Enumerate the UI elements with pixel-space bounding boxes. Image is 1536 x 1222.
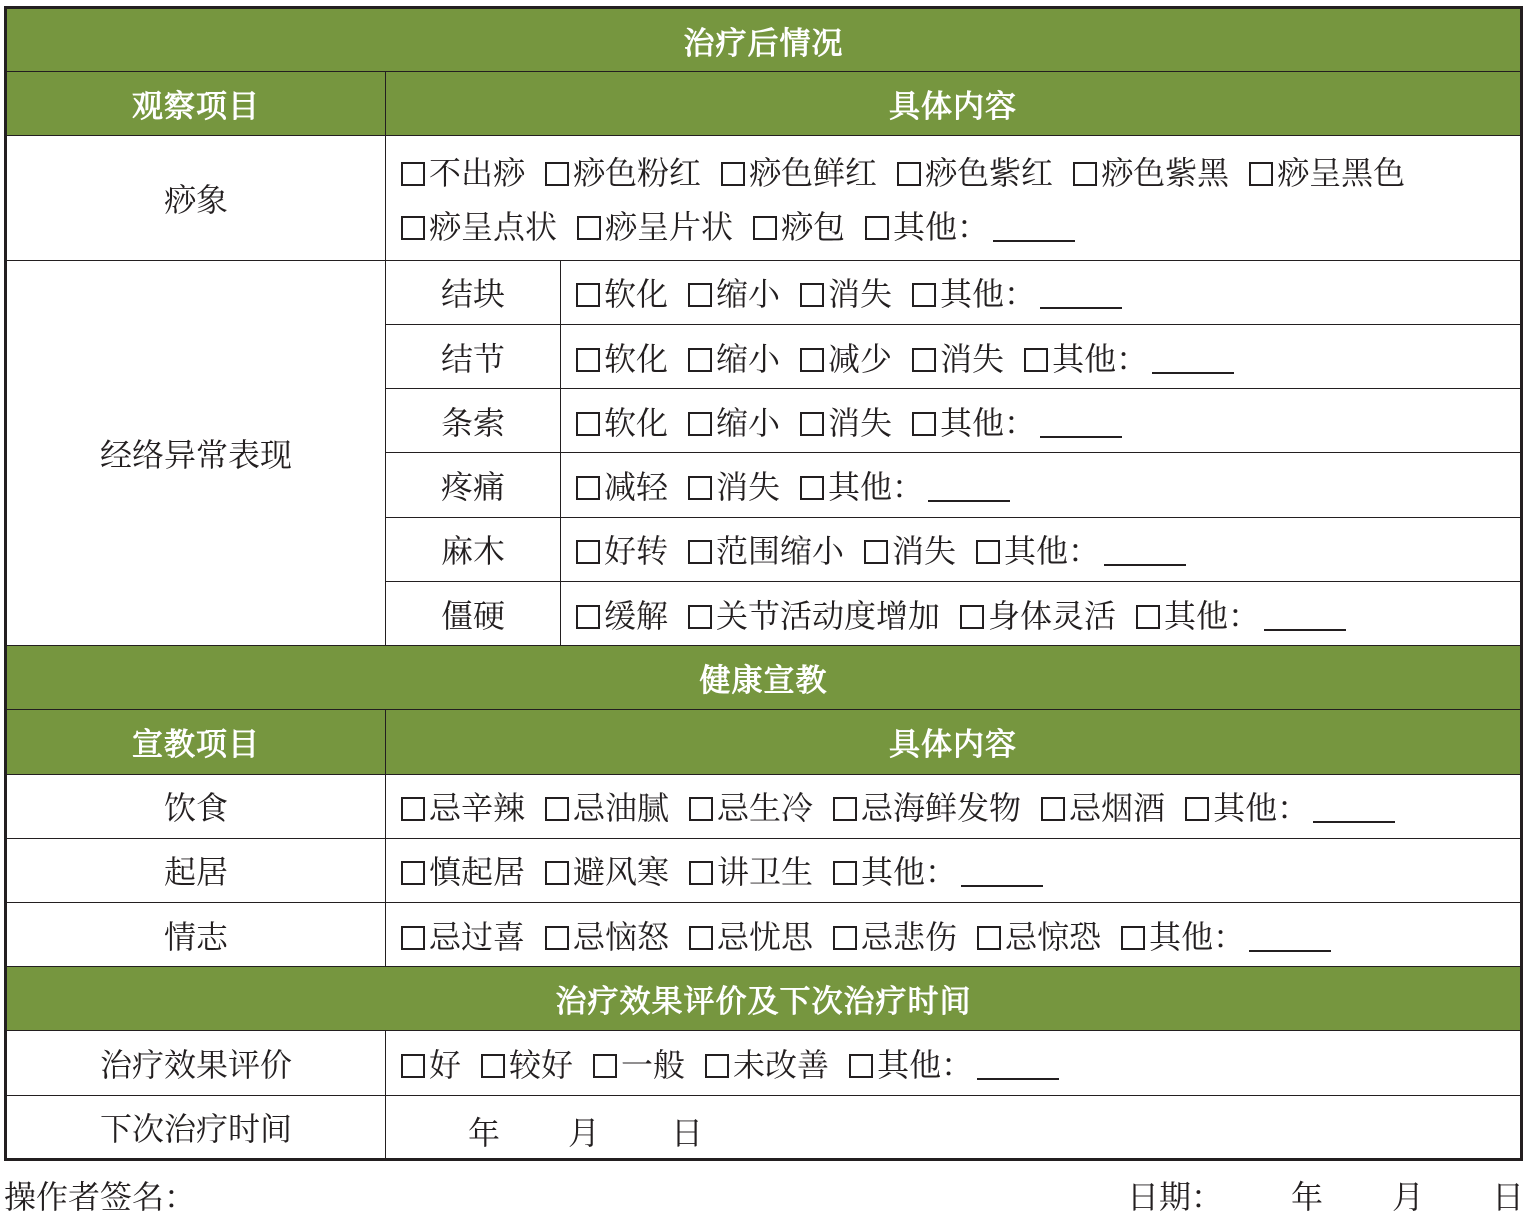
option-item[interactable] xyxy=(800,398,892,444)
option-label: 痧包 xyxy=(781,208,846,247)
sub-label-lump: 结块 xyxy=(386,260,561,324)
option-item[interactable] xyxy=(1024,334,1234,380)
other-blank-field[interactable] xyxy=(961,859,1043,887)
option-label: 忌恼怒 xyxy=(573,917,670,956)
option-item[interactable] xyxy=(576,462,668,508)
checkbox[interactable] xyxy=(576,605,600,629)
option-label: 消失 xyxy=(828,403,893,442)
option-label: 痧色紫红 xyxy=(925,154,1054,193)
option-label: 减少 xyxy=(828,339,893,378)
option-item[interactable] xyxy=(688,526,844,572)
option-item[interactable] xyxy=(688,591,940,637)
option-label: 软化 xyxy=(604,403,669,442)
options-emotion xyxy=(386,903,1522,967)
option-label: 痧呈点状 xyxy=(429,208,558,247)
option-item[interactable] xyxy=(897,146,1053,200)
checkbox[interactable] xyxy=(401,926,425,950)
option-item[interactable] xyxy=(1136,591,1346,637)
option-item[interactable] xyxy=(576,526,668,572)
checkbox[interactable] xyxy=(1024,348,1048,372)
other-blank-field[interactable] xyxy=(977,1052,1059,1080)
option-item[interactable] xyxy=(912,269,1122,315)
checkbox[interactable] xyxy=(800,476,824,500)
option-label: 其他： xyxy=(877,1046,974,1085)
option-item[interactable] xyxy=(593,1040,685,1086)
sub-label-numbness: 麻木 xyxy=(386,517,561,581)
option-item[interactable] xyxy=(1249,146,1405,200)
option-item[interactable] xyxy=(576,591,668,637)
option-item[interactable] xyxy=(688,462,780,508)
form-footer xyxy=(4,1168,1523,1218)
row-label-emotion: 情志 xyxy=(6,903,386,967)
option-label: 较好 xyxy=(509,1046,574,1085)
checkbox[interactable] xyxy=(577,216,601,240)
option-item[interactable] xyxy=(977,912,1101,958)
checkbox[interactable] xyxy=(576,412,600,436)
checkbox[interactable] xyxy=(1185,797,1209,821)
option-label: 痧色粉红 xyxy=(573,154,702,193)
option-item[interactable] xyxy=(401,783,525,829)
after-treatment-form xyxy=(4,6,1523,1161)
checkbox[interactable] xyxy=(593,1054,617,1078)
option-item[interactable] xyxy=(976,526,1186,572)
sub-label-stiffness: 僵硬 xyxy=(386,581,561,645)
other-blank-field[interactable] xyxy=(1104,538,1186,566)
option-item[interactable] xyxy=(545,847,669,893)
option-item[interactable] xyxy=(1121,912,1331,958)
option-item[interactable] xyxy=(401,1040,461,1086)
options-stiffness xyxy=(561,581,1522,645)
options-lump xyxy=(561,260,1522,324)
option-item[interactable] xyxy=(689,912,813,958)
option-item[interactable] xyxy=(401,146,525,200)
option-label: 缩小 xyxy=(716,403,781,442)
checkbox[interactable] xyxy=(833,797,857,821)
option-item[interactable] xyxy=(545,783,669,829)
checkbox[interactable] xyxy=(865,216,889,240)
option-label: 软化 xyxy=(604,339,669,378)
checkbox[interactable] xyxy=(849,1054,873,1078)
other-blank-field[interactable] xyxy=(1249,924,1331,952)
checkbox[interactable] xyxy=(912,283,936,307)
option-item[interactable] xyxy=(833,783,1021,829)
option-label: 其他： xyxy=(893,208,990,247)
sub-label-pain: 疼痛 xyxy=(386,453,561,517)
option-item[interactable] xyxy=(833,912,957,958)
checkbox[interactable] xyxy=(705,1054,729,1078)
option-label: 忌油腻 xyxy=(573,789,670,828)
checkbox[interactable] xyxy=(912,412,936,436)
other-blank-field[interactable] xyxy=(1040,410,1122,438)
option-label: 软化 xyxy=(604,275,669,314)
option-item[interactable] xyxy=(864,526,956,572)
checkbox[interactable] xyxy=(689,861,713,885)
operator-signature-label: 操作者签名： xyxy=(4,1178,197,1216)
next-time-date-field[interactable] xyxy=(386,1095,1522,1159)
checkbox[interactable] xyxy=(545,162,569,186)
checkbox[interactable] xyxy=(576,283,600,307)
option-label: 忌忧思 xyxy=(717,917,814,956)
option-label: 其他： xyxy=(940,403,1037,442)
option-label: 讲卫生 xyxy=(717,853,814,892)
checkbox[interactable] xyxy=(1249,162,1273,186)
option-item[interactable] xyxy=(833,847,1043,893)
option-label: 消失 xyxy=(716,468,781,507)
section-title-health-education: 健康宣教 xyxy=(6,646,1522,710)
option-label: 痧呈黑色 xyxy=(1277,154,1406,193)
sub-label-nodule: 结节 xyxy=(386,325,561,389)
option-label: 好 xyxy=(429,1046,462,1085)
checkbox[interactable] xyxy=(960,605,984,629)
row-label-sha: 痧象 xyxy=(6,136,386,260)
option-label: 其他： xyxy=(861,853,958,892)
option-item[interactable] xyxy=(912,398,1122,444)
option-label: 其他： xyxy=(1004,532,1101,571)
row-label-effect: 治疗效果评价 xyxy=(6,1031,386,1095)
option-label: 范围缩小 xyxy=(716,532,845,571)
option-label: 忌烟酒 xyxy=(1069,789,1166,828)
option-item[interactable] xyxy=(705,1040,829,1086)
option-label: 缓解 xyxy=(604,596,669,635)
option-label: 消失 xyxy=(828,275,893,314)
next-time-month: 月 xyxy=(568,1113,601,1152)
option-item[interactable] xyxy=(688,398,780,444)
checkbox[interactable] xyxy=(897,162,921,186)
option-label: 忌辛辣 xyxy=(429,789,526,828)
option-item[interactable] xyxy=(800,334,892,380)
checkbox[interactable] xyxy=(688,348,712,372)
checkbox[interactable] xyxy=(753,216,777,240)
option-label: 缩小 xyxy=(716,339,781,378)
option-label: 避风寒 xyxy=(573,853,670,892)
checkbox[interactable] xyxy=(833,861,857,885)
checkbox[interactable] xyxy=(1041,797,1065,821)
checkbox[interactable] xyxy=(545,926,569,950)
option-label: 好转 xyxy=(604,532,669,571)
other-blank-field[interactable] xyxy=(1264,603,1346,631)
row-label-diet: 饮食 xyxy=(6,774,386,838)
checkbox[interactable] xyxy=(545,797,569,821)
other-blank-field[interactable] xyxy=(993,214,1075,242)
option-item[interactable] xyxy=(576,398,668,444)
option-label: 其他： xyxy=(1213,789,1310,828)
option-item[interactable] xyxy=(800,269,892,315)
options-nodule xyxy=(561,325,1522,389)
option-label: 其他： xyxy=(940,275,1037,314)
section-title-after-treatment: 治疗后情况 xyxy=(6,8,1522,72)
col-header-observation-item: 观察项目 xyxy=(6,72,386,136)
row-label-daily-life: 起居 xyxy=(6,838,386,902)
checkbox[interactable] xyxy=(688,412,712,436)
checkbox[interactable] xyxy=(1136,605,1160,629)
options-cord xyxy=(561,389,1522,453)
option-item[interactable] xyxy=(688,334,780,380)
option-item[interactable] xyxy=(545,912,669,958)
checkbox[interactable] xyxy=(401,797,425,821)
row-label-next-time: 下次治疗时间 xyxy=(6,1095,386,1159)
option-label: 痧色鲜红 xyxy=(749,154,878,193)
option-item[interactable] xyxy=(721,146,877,200)
checkbox[interactable] xyxy=(688,283,712,307)
checkbox[interactable] xyxy=(576,476,600,500)
option-item[interactable] xyxy=(1185,783,1395,829)
option-label: 忌海鲜发物 xyxy=(861,789,1022,828)
checkbox[interactable] xyxy=(1121,926,1145,950)
col-header-content: 具体内容 xyxy=(386,72,1522,136)
option-label: 其他： xyxy=(1052,339,1149,378)
option-item[interactable] xyxy=(401,847,525,893)
checkbox[interactable] xyxy=(689,926,713,950)
option-item[interactable] xyxy=(849,1040,1059,1086)
footer-date-month: 月 xyxy=(1392,1178,1425,1216)
option-label: 减轻 xyxy=(604,468,669,507)
checkbox[interactable] xyxy=(481,1054,505,1078)
option-item[interactable] xyxy=(577,200,733,254)
option-item[interactable] xyxy=(865,200,1075,254)
option-item[interactable] xyxy=(688,269,780,315)
checkbox[interactable] xyxy=(688,540,712,564)
checkbox[interactable] xyxy=(800,283,824,307)
option-label: 其他： xyxy=(828,468,925,507)
option-label: 消失 xyxy=(940,339,1005,378)
option-item[interactable] xyxy=(689,847,813,893)
other-blank-field[interactable] xyxy=(1313,795,1395,823)
option-label: 不出痧 xyxy=(429,154,526,193)
checkbox[interactable] xyxy=(401,861,425,885)
col-header-education-item: 宣教项目 xyxy=(6,710,386,774)
option-label: 忌生冷 xyxy=(717,789,814,828)
option-label: 缩小 xyxy=(716,275,781,314)
option-label: 其他： xyxy=(1164,596,1261,635)
checkbox[interactable] xyxy=(401,1054,425,1078)
checkbox[interactable] xyxy=(833,926,857,950)
checkbox[interactable] xyxy=(864,540,888,564)
option-item[interactable] xyxy=(912,334,1004,380)
sub-label-cord: 条索 xyxy=(386,389,561,453)
option-label: 身体灵活 xyxy=(988,596,1117,635)
checkbox[interactable] xyxy=(689,797,713,821)
option-label: 忌悲伤 xyxy=(861,917,958,956)
option-label: 忌惊恐 xyxy=(1005,917,1102,956)
option-item[interactable] xyxy=(545,146,701,200)
option-label: 痧呈片状 xyxy=(605,208,734,247)
checkbox[interactable] xyxy=(721,162,745,186)
options-sha xyxy=(386,136,1522,260)
checkbox[interactable] xyxy=(401,216,425,240)
option-item[interactable] xyxy=(481,1040,573,1086)
checkbox[interactable] xyxy=(688,605,712,629)
other-blank-field[interactable] xyxy=(928,474,1010,502)
checkbox[interactable] xyxy=(688,476,712,500)
option-label: 一般 xyxy=(621,1046,686,1085)
option-label: 关节活动度增加 xyxy=(716,596,941,635)
option-item[interactable] xyxy=(753,200,845,254)
option-item[interactable] xyxy=(401,200,557,254)
options-numbness xyxy=(561,517,1522,581)
option-item[interactable] xyxy=(401,912,525,958)
section-title-evaluation: 治疗效果评价及下次治疗时间 xyxy=(6,967,1522,1031)
option-item[interactable] xyxy=(800,462,1010,508)
next-time-year: 年 xyxy=(468,1113,501,1152)
checkbox[interactable] xyxy=(1073,162,1097,186)
option-item[interactable] xyxy=(1041,783,1165,829)
checkbox[interactable] xyxy=(576,348,600,372)
option-item[interactable] xyxy=(576,269,668,315)
checkbox[interactable] xyxy=(545,861,569,885)
option-label: 忌过喜 xyxy=(429,917,526,956)
col-header-education-content: 具体内容 xyxy=(386,710,1522,774)
other-blank-field[interactable] xyxy=(1040,281,1122,309)
checkbox[interactable] xyxy=(977,926,1001,950)
options-daily-life xyxy=(386,838,1522,902)
options-pain xyxy=(561,453,1522,517)
checkbox[interactable] xyxy=(401,162,425,186)
footer-date-day: 日 xyxy=(1492,1178,1525,1216)
option-label: 其他： xyxy=(1149,917,1246,956)
option-label: 痧色紫黑 xyxy=(1101,154,1230,193)
footer-date-label: 日期： xyxy=(1127,1178,1224,1216)
option-label: 未改善 xyxy=(733,1046,830,1085)
other-blank-field[interactable] xyxy=(1152,346,1234,374)
options-diet xyxy=(386,774,1522,838)
options-effect xyxy=(386,1031,1522,1095)
option-item[interactable] xyxy=(1073,146,1229,200)
checkbox[interactable] xyxy=(912,348,936,372)
next-time-day: 日 xyxy=(671,1113,704,1152)
row-label-meridian: 经络异常表现 xyxy=(6,260,386,645)
option-label: 慎起居 xyxy=(429,853,526,892)
checkbox[interactable] xyxy=(976,540,1000,564)
checkbox[interactable] xyxy=(800,412,824,436)
option-item[interactable] xyxy=(576,334,668,380)
checkbox[interactable] xyxy=(800,348,824,372)
footer-date-year: 年 xyxy=(1291,1178,1324,1216)
option-label: 消失 xyxy=(892,532,957,571)
option-item[interactable] xyxy=(960,591,1116,637)
option-item[interactable] xyxy=(689,783,813,829)
checkbox[interactable] xyxy=(576,540,600,564)
